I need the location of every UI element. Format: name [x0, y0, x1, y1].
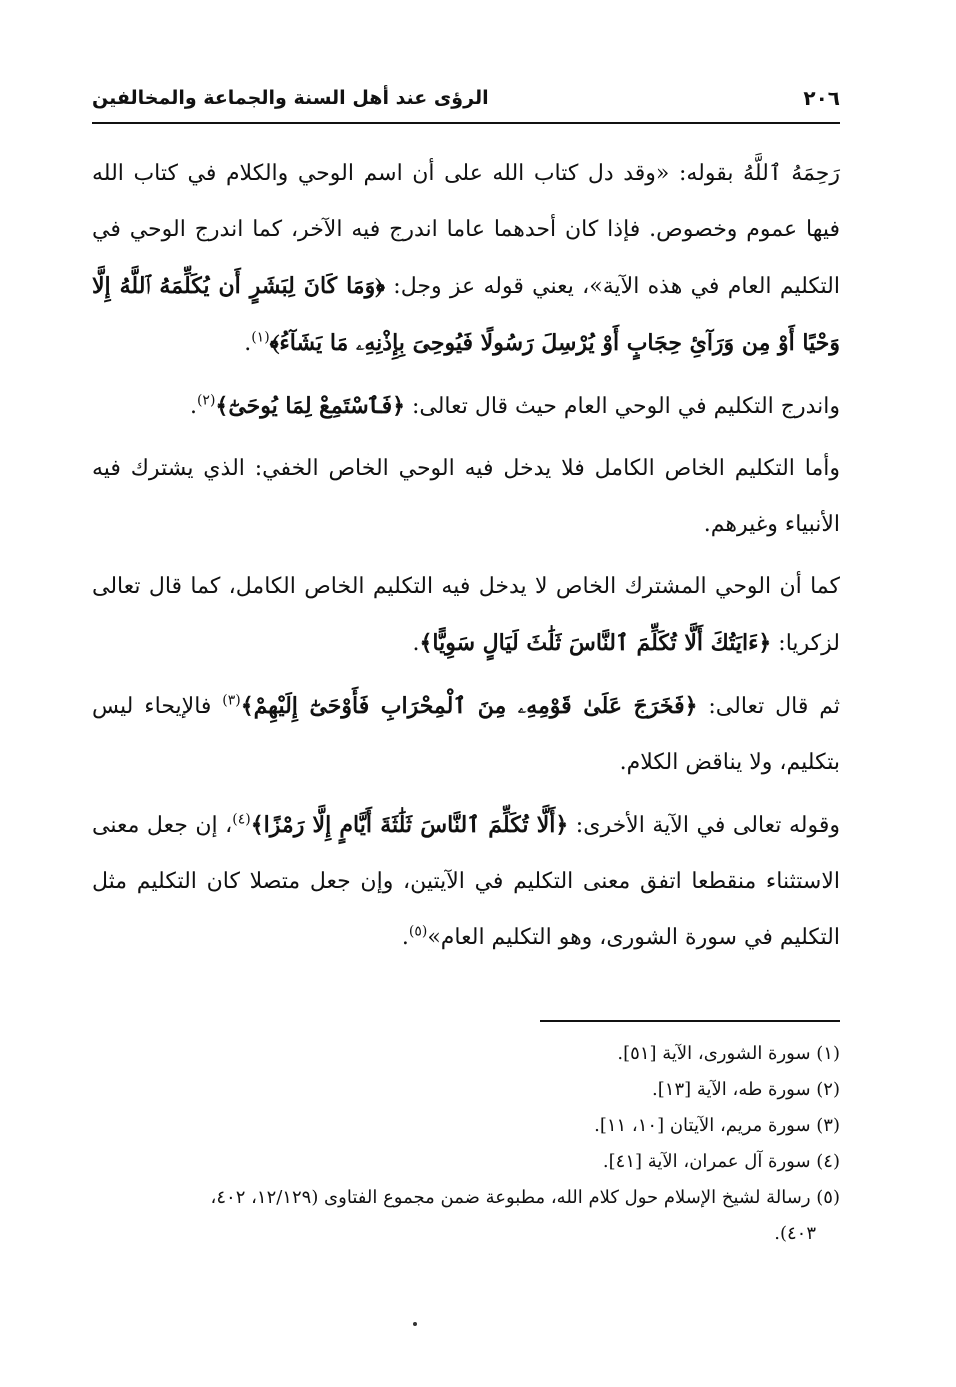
paragraph-text-end: . — [244, 331, 252, 356]
main-text — [92, 146, 840, 966]
footnote-ref: (١) — [251, 329, 270, 346]
footnote-separator — [540, 1020, 840, 1022]
footnote-ref: (٤) — [232, 811, 251, 828]
paragraph-text: واندرج التكليم في الوحي العام حيث قال تعالى: — [404, 394, 840, 419]
footnote: (٥) رسالة لشيخ الإسلام حول كلام الله، مطبوعة ضمن مجموع الفتاوى (١٢/١٢٩، ٤٠٢، — [210, 1187, 840, 1208]
paragraph-text: رَحِمَهُ ٱللَّهُ بقوله: «وقد دل كتاب الله على أن اسم الوحي والكلام في كتاب الله فيها عموم وخصوص. فإذا كان أحدهما عاما اندرج فيه الآخر، كما اندرج الوحي في التكليم العام في هذه الآية»، يعني قوله عز وجل: — [92, 161, 840, 299]
paragraph — [92, 146, 840, 372]
paragraph — [92, 378, 840, 435]
quran-verse: ﴿ءَايَتُكَ أَلَّا تُكَلِّمَ ٱلنَّاسَ ثَلَٰثَ لَيَالٍ سَوِيًّا﴾ — [419, 630, 772, 656]
paragraph-text-end: . — [189, 394, 197, 419]
paragraph-text: ثم قال تعالى: — [697, 694, 841, 719]
footnote: (٤) سورة آل عمران، الآية [٤١]. — [602, 1151, 840, 1172]
running-header — [92, 82, 840, 124]
footnote: (١) سورة الشورى، الآية [٥١]. — [617, 1043, 840, 1064]
footnotes — [92, 1036, 840, 1252]
quran-verse: ﴿فَخَرَجَ عَلَىٰ قَوْمِهِۦ مِنَ ٱلْمِحْرَابِ فَأَوْحَىٰٓ إِلَيْهِمْ﴾ — [240, 693, 698, 719]
footnote-ref: (٣) — [222, 692, 241, 709]
footnote-ref: (٥) — [408, 923, 428, 940]
paragraph-text-end: فالإيحاء ليس بتكليم، ولا يناقض الكلام. — [92, 694, 840, 775]
scan-speck — [413, 1322, 417, 1326]
paragraph-text-end: . — [401, 925, 409, 950]
footnote-ref: (٢) — [196, 392, 216, 409]
quran-verse: ﴿أَلَّا تُكَلِّمَ ٱلنَّاسَ ثَلَٰثَةَ أَيَّامٍ إِلَّا رَمْزًا﴾ — [250, 812, 569, 838]
paragraph — [92, 559, 840, 672]
footnote: (٢) سورة طه، الآية [١٣]. — [652, 1079, 840, 1100]
paragraph — [92, 678, 840, 791]
book-page — [92, 82, 840, 1312]
paragraph-text: كما أن الوحي المشترك الخاص لا يدخل فيه التكليم الخاص الكامل، كما قال تعالى لزكريا: — [92, 574, 840, 656]
paragraph-text-end: . — [412, 631, 420, 656]
quran-verse: ﴿وَمَا كَانَ لِبَشَرٍ أَن يُكَلِّمَهُ ٱللَّهُ إِلَّا وَحْيًا أَوْ مِن وَرَآئِ حِجَابٍ أَوْ يُرْسِلَ رَسُولًا فَيُوحِىَ بِإِذْنِهِۦ مَا يَشَآءُ﴾ — [92, 273, 840, 356]
quran-verse: ﴿فَٱسْتَمِعْ لِمَا يُوحَىٰٓ﴾ — [215, 393, 405, 419]
paragraph-text-cont: ، إن جعل معنى الاستثناء منقطعا اتفق معنى التكليم في الآيتين، وإن جعل متصلا كان التكليم مثل التكليم في سورة الشورى، وهو التكليم العام» — [92, 813, 840, 950]
running-title: الرؤى عند أهل السنة والجماعة والمخالفين — [92, 87, 489, 109]
page-number: ٢٠٦ — [803, 86, 840, 110]
paragraph — [92, 797, 840, 966]
footnote-continuation: ٤٠٣). — [774, 1223, 816, 1244]
footnote: (٣) سورة مريم، الآيتان [١٠، ١١]. — [594, 1115, 840, 1136]
paragraph-text: وقوله تعالى في الآية الأخرى: — [568, 813, 840, 838]
paragraph — [92, 441, 840, 553]
paragraph-text: وأما التكليم الخاص الكامل فلا يدخل فيه الوحي الخاص الخفي: الذي يشترك فيه الأنبياء وغيرهم. — [92, 456, 840, 537]
